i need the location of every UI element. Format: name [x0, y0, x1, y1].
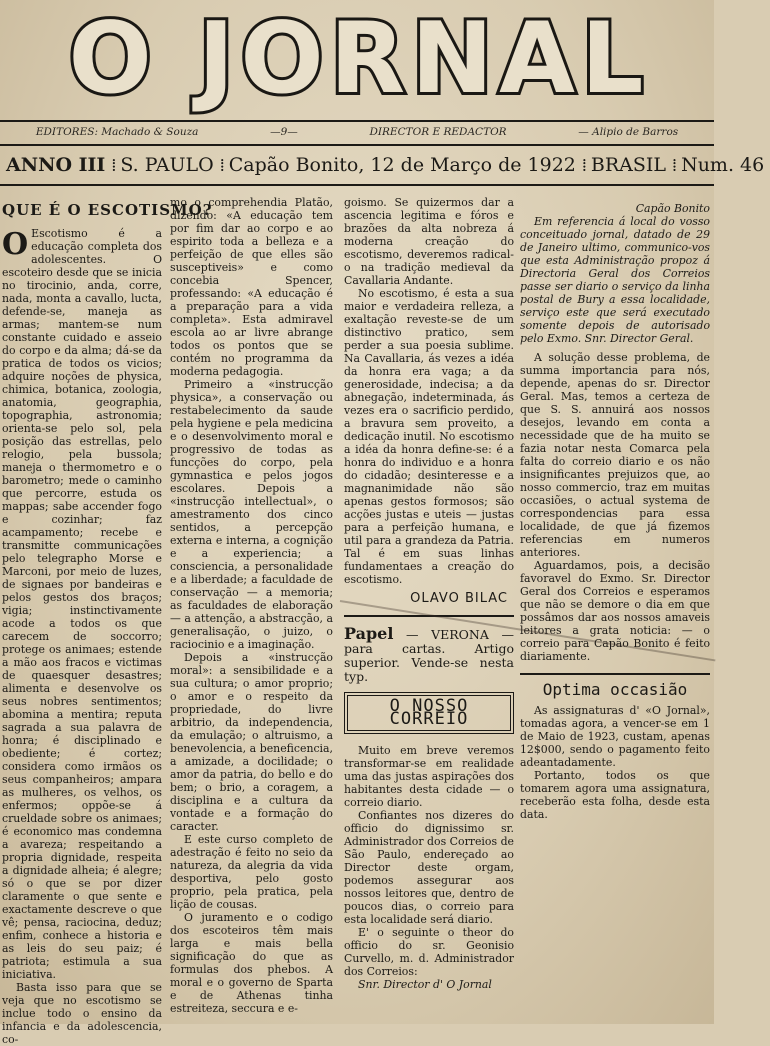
ornament-divider: ⁞ — [111, 154, 115, 176]
editors-names: EDITORES: Machado & Souza — [35, 126, 199, 138]
article-paragraph: Muito em breve veremos transformar-se em realidade uma das justas aspirações dos habitantes desta cidade — o correio diario. — [344, 744, 514, 809]
section-headline: O NOSSO CORREIO — [344, 692, 514, 734]
article-paragraph: Basta isso para que se veja que no escotismo se inclue todo o ensino da infancia e da adolescencia, co- — [2, 981, 162, 1046]
letter-body: Em referencia á local do vosso conceituado jornal, datado de 29 de Janeiro ultimo, communico-vos que esta Administração propoz á Directoria Geral dos Correios passe ser diario o serviço da linha postal de Bury a essa localidade, serviço este que será executado somente depois de autorisado pelo Exmo. Snr. Director Geral. — [520, 215, 710, 345]
editors-line — [0, 124, 714, 140]
article-paragraph: Portanto, todos os que tomarem agora uma assignatura, receberão esta folha, desde esta data. — [520, 769, 710, 821]
issue-city: S. PAULO — [120, 154, 214, 176]
article-text: Escotismo é a educação completa dos adolescentes. O escoteiro desde que se inicia no tirocinio, anda, corre, nada, monta a cavallo, lucta, defende-se, maneja as armas; mantem-se num constante cuidado e asseio do corpo e da alma; dá-se da pratica de todos os vicios; adquire noções de physica, chimica, botanica, zoologia, anatomia, geographia, topographia, astronomia; orienta-se pelo sol, pela posição das estrellas, pelo relogio, pela bussola; maneja o thermometro e o barometro; mede o caminho que percorre, estuda os mappas; sabe accender fogo e cozinhar; faz acampamento; recebe e transmitte communicações pelo telegrapho Morse e Marconi, por meio de luzes, de signaes por bandeiras e pelos gestos dos braços; vigia; instinctivamente acode a todos os que carecem de soccorro; protege os animaes; estende a mão aos fracos e victimas de quaesquer desastres; alimenta e desenvolve os seus nobres sentimentos; abomina a mentira; reputa sagrada a sua palavra de honra; é disciplinado e obediente; é cortez; considera como irmãos os seus companheiros; ampara as mulheres, os velhos, os enfermos; oppõe-se á crueldade sobre os animaes; é economico mas condemna a avareza; respeitando a propria dignidade, respeita a dignidade alheia; é alegre; só o que se por dizer claramente o que sente e exactamente descreve o que vê; pensa, raciocina, deduz; enfim, conhece a historia e as leis do seu paiz; é patriota; estimula a sua iniciativa. — [2, 227, 162, 981]
ad-lead: Papel — [344, 624, 394, 643]
article-paragraph: E' o seguinte o theor do officio do sr. Geonisio Curvello, m. d. Administrador dos Correios: — [344, 926, 514, 978]
article-paragraph: goismo. Se quizermos dar a ascencia legitima e fóros e brazões da alta nobreza á moderna creação do escotismo, deveremos radical-o na tradição medieval da Cavallaria Andante. — [344, 196, 514, 287]
ornament-divider: ⁞ — [672, 154, 676, 176]
article-paragraph: E este curso completo de adestração é feito no seio da natureza, da alegria da vida desportiva, pelo gosto proprio, pela pratica, pela lição de cousas. — [170, 833, 333, 911]
article-paragraph: O juramento e o codigo dos escoteiros têm mais larga e mais bella significação do que as formulas dos phebos. A moral e o governo de Sparta e de Athenas tinha estreiteza, seccura e e- — [170, 911, 333, 1015]
drop-cap: O — [2, 227, 29, 262]
editors-ornament: —9— — [270, 126, 298, 138]
article-paragraph: Depois a «instrucção moral»: a sensibilidade e a sua cultura; o amor proprio; o amor e o respeito da propriedade, do livre arbitrio, da independencia, da emulação; o altruismo, a benevolencia, a beneficencia, a amizade, a docilidade; o amor da patria, do bello e do bem; o brio, a coragem, a disciplina e a cultura da vontade e a formação do caracter. — [170, 651, 333, 833]
article-paragraph — [2, 227, 162, 981]
issue-number: Num. 46 — [681, 154, 765, 176]
article-paragraph: Aguardamos, pois, a decisão favoravel do Exmo. Sr. Director Geral dos Correios e esperamos que não se demore o dia em que possâmos dar aos nossos amaveis leitores a grata noticia: — o correio para Capão Bonito é feito diariamente. — [520, 559, 710, 663]
newspaper-title: O JORNAL — [68, 2, 650, 116]
section-headline: Optima occasião — [520, 673, 710, 696]
divider — [0, 184, 714, 186]
column-escotismo-cont — [170, 196, 333, 1024]
article-headline: QUE É O ESCOTISMO? — [2, 201, 213, 219]
issue-country: BRASIL — [590, 154, 667, 176]
letter-salutation: Snr. Director d' O Jornal — [358, 978, 492, 991]
director-name: — Alipio de Barros — [578, 126, 679, 138]
issue-year: ANNO III — [6, 154, 106, 176]
letter-place: Capão Bonito — [635, 202, 710, 215]
divider — [0, 120, 714, 122]
ornament-divider: ⁞ — [219, 154, 223, 176]
issue-date: Capão Bonito, 12 de Março de 1922 — [228, 154, 576, 176]
ad-text: — VERONA — para cartas. Artigo superior. Vende-se nesta typ. — [344, 627, 514, 684]
masthead — [0, 0, 714, 118]
dateline — [0, 148, 765, 182]
article-paragraph: As assignaturas d' «O Jornal», tomadas agora, a vencer-se em 1 de Maio de 1923, custam, apenas 12$000, sendo o pagamento feito adeantadamente. — [520, 704, 710, 769]
column-letter — [520, 196, 710, 1024]
article-paragraph: Primeiro a «instrucção physica», a conservação ou restabelecimento da saude pela hygiene e pela medicina e o desenvolvimento moral e progressivo de todas as funcções do corpo, pela gymnastica e pelos jogos escolares. Depois a «instrucção intellectual», o amestramento dos cinco sentidos, a percepção externa e interna, a cognição e a experiencia; a consciencia, a personalidade e a liberdade; a faculdade de conservação — a memoria; as faculdades de elaboração — a attenção, a abstracção, a generalisação, o juizo, o raciocinio e a imaginação. — [170, 378, 333, 651]
ornament-divider: ⁞ — [581, 154, 585, 176]
author-signature: OLAVO BILAC — [410, 591, 508, 606]
article-paragraph: Confiantes nos dizeres do officio do dignissimo sr. Administrador dos Correios de São Paulo, endereçado ao Director deste orgam, podemos assegurar aos nossos leitores que, dentro de poucos dias, o correio para esta localidade será diario. — [344, 809, 514, 926]
article-paragraph: mo o comprehendia Platão, dizendo: «A educação tem por fim dar ao corpo e ao espirito toda a belleza e a perfeição de que elles são susceptiveis» e como concebia Spencer, professando: «A educação é a preparação para a vida completa». Esta admiravel escola ao ar livre abrange todos os pontos que se contém no programma da moderna pedagogia. — [170, 196, 333, 378]
director-label: DIRECTOR E REDACTOR — [369, 126, 507, 138]
column-escotismo — [2, 196, 213, 1046]
column-correio — [344, 196, 514, 1024]
divider — [0, 144, 714, 146]
article-paragraph: No escotismo, é esta a sua maior e verdadeira relleza, a exaltação reveste-se de um distinctivo pratico, sem perder a sua poesia sublime. Na Cavallaria, ás vezes a idéa da honra era vaga; a da generosidade, indecisa; a da abnegação, indeterminada, ás vezes era o sacrificio perdido, a bravura sem proveito, a dedicação inutil. No escotismo a idéa da honra define-se: é a honra do individuo e a honra do cidadão; desinteresse e a magnanimidade não são apenas gestos formosos; são acções justas e uteis — justas para a perfeição humana, e util para a grandeza da Patria. Tal é em suas linhas fundamentaes a creação do escotismo. — [344, 287, 514, 586]
article-paragraph: A solução desse problema, de summa importancia para nós, depende, apenas do sr. Director Geral. Mas, temos a certeza de que S. S. annuirá aos nossos desejos, levando em conta a necessidade que de ha muito se fazia notar nesta Comarca pela falta do correio diario e os não insignificantes prejuizos que, ao nosso commercio, traz em muitas occasiões, o actual systema de correspondencias para essa localidade, de que já fizemos referencias em numeros anteriores. — [520, 351, 710, 559]
